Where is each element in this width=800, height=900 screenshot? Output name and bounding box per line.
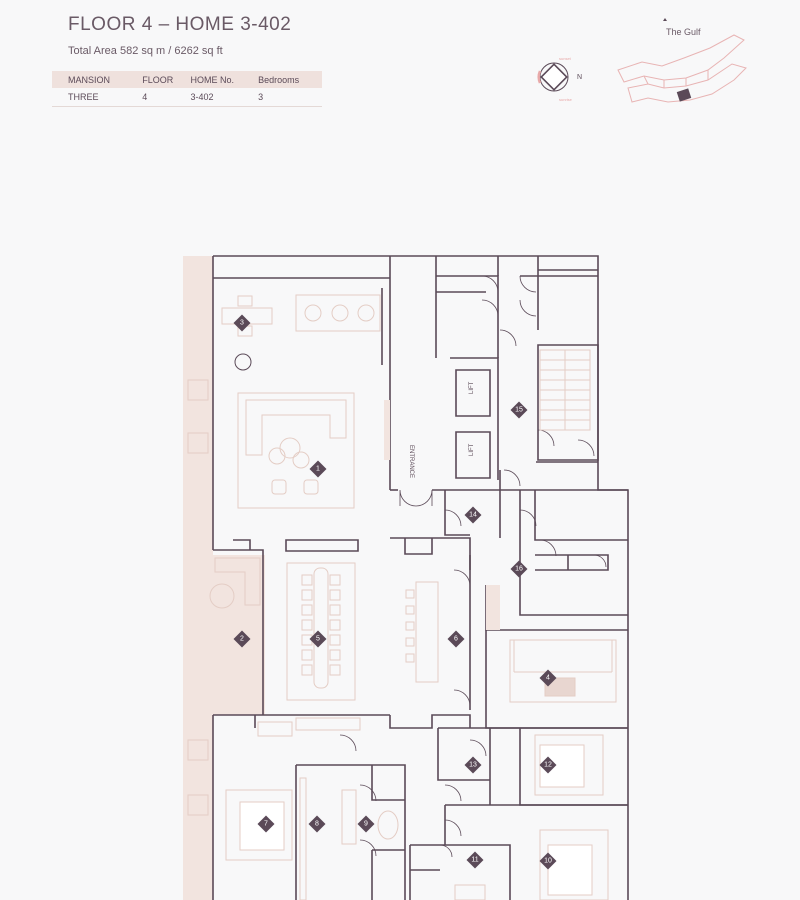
room-markers	[234, 315, 557, 870]
cell-home-no: 3-402	[190, 88, 258, 107]
svg-text:4: 4	[546, 674, 550, 682]
lift-label-2: LIFT	[469, 443, 475, 456]
svg-text:14: 14	[469, 511, 477, 519]
room-marker-3	[234, 315, 251, 332]
cell-floor: 4	[142, 88, 190, 107]
room-marker-9	[358, 816, 375, 833]
svg-text:7: 7	[264, 820, 268, 828]
terrace-corner	[210, 555, 265, 715]
lift-label-1: LIFT	[469, 381, 475, 394]
svg-text:15: 15	[515, 406, 523, 414]
svg-text:13: 13	[469, 761, 477, 769]
cell-bedrooms: 3	[258, 88, 322, 107]
svg-text:9: 9	[364, 820, 368, 828]
svg-text:10: 10	[544, 857, 552, 865]
entrance-label: ENTRANCE	[408, 445, 414, 479]
compass-north-label: N	[577, 74, 583, 81]
col-bedrooms: Bedrooms	[258, 74, 300, 85]
svg-text:11: 11	[471, 856, 479, 864]
svg-text:6: 6	[454, 635, 458, 643]
svg-text:2: 2	[240, 635, 244, 643]
col-floor: FLOOR	[142, 74, 174, 85]
compass-sunrise-label: sunrise	[559, 97, 572, 102]
room-marker-13	[465, 757, 482, 774]
col-home-no: HOME No.	[190, 74, 234, 85]
col-mansion: MANSION	[68, 74, 111, 85]
svg-text:12: 12	[544, 761, 552, 769]
svg-text:1: 1	[316, 465, 320, 473]
room-marker-1	[310, 461, 327, 478]
room-marker-11	[467, 852, 484, 869]
room-marker-14	[465, 507, 482, 524]
key-plan-label: The Gulf	[666, 27, 701, 37]
room-marker-16	[511, 561, 528, 578]
total-area: Total Area 582 sq m / 6262 sq ft	[68, 45, 223, 57]
compass-sunset-label: sunset	[559, 56, 571, 61]
room-marker-6	[448, 631, 465, 648]
svg-text:16: 16	[515, 565, 523, 573]
svg-text:3: 3	[240, 319, 244, 327]
svg-text:8: 8	[315, 820, 319, 828]
room-marker-15	[511, 402, 528, 419]
cell-mansion: THREE	[52, 88, 142, 107]
room-marker-8	[309, 816, 326, 833]
svg-text:5: 5	[316, 635, 320, 643]
page-title: FLOOR 4 – HOME 3-402	[68, 14, 292, 35]
